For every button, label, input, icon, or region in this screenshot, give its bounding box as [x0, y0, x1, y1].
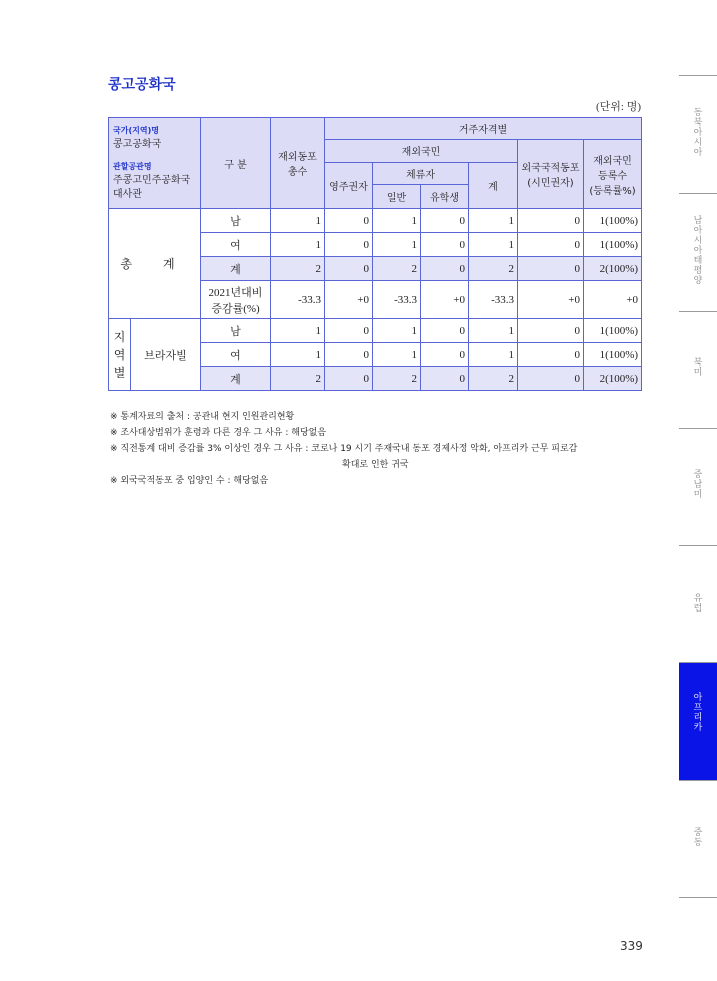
sidenav-item-europe[interactable]: 유 럽 [693, 594, 703, 614]
header-category: 구 분 [201, 118, 271, 209]
page-number: 339 [620, 939, 643, 953]
footnote: ※ 통계자료의 출처 : 공관내 현지 인원관리현황 [110, 412, 295, 422]
header-nationals: 재외국민 [325, 140, 518, 163]
total-group-label: 총 계 [109, 209, 201, 319]
sidenav-item-middle-east[interactable]: 중 동 [693, 828, 703, 848]
footnote-continuation: 확대로 인한 귀국 [342, 460, 409, 470]
sidenav-item-north-america[interactable]: 북 미 [693, 358, 703, 378]
table-row: 계 2 0 2 0 2 0 2(100%) [109, 257, 642, 281]
sidenav-item-south-asia-pacific[interactable]: 남 아 시 아 태 평 양 [693, 216, 703, 286]
header-corner: 국가(지역)명 콩고공화국 관할공관명 주콩고민주공화국 대사관 [109, 118, 201, 209]
footnote: ※ 외국국적동포 중 입양인 수 : 해당없음 [110, 476, 269, 486]
header-permanent: 영주권자 [325, 162, 373, 209]
region-group-label: 지 역 별 [109, 319, 131, 391]
table-row: 총 계 남 1 0 1 0 1 0 1(100%) [109, 209, 642, 233]
header-residence: 거주자격별 [325, 118, 642, 140]
footnote: ※ 직전통계 대비 증감률 3% 이상인 경우 그 사유 : 코로나 19 시기 주재국내 동포 경제사정 악화, 아프리카 근무 피로감 [110, 444, 578, 454]
table-row: 지 역 별 브라자빌 남 1 0 1 0 1 0 1(100%) [109, 319, 642, 343]
table-row: 계 2 0 2 0 2 0 2(100%) [109, 367, 642, 391]
header-general: 일반 [373, 185, 421, 209]
footnote: ※ 조사대상범위가 훈령과 다른 경우 그 사유 : 해당없음 [110, 428, 327, 438]
sidenav-item-northeast-asia[interactable]: 동 북 아 시 아 [693, 108, 703, 158]
header-foreign-nationals: 외국국적동포 (시민권자) [518, 140, 584, 209]
header-student: 유학생 [421, 185, 469, 209]
header-subtotal: 계 [469, 162, 518, 209]
table-row: 여 1 0 1 0 1 0 1(100%) [109, 233, 642, 257]
table-row: 여 1 0 1 0 1 0 1(100%) [109, 343, 642, 367]
table-row: 2021년대비 증감률(%) -33.3 +0 -33.3 +0 -33.3 +0 +0 [109, 281, 642, 319]
header-registered: 재외국민 등록수 (등록률%) [584, 140, 642, 209]
statistics-table [108, 117, 642, 391]
header-overseas-total: 재외동포 총수 [271, 118, 325, 209]
city-label: 브라자빌 [131, 319, 201, 391]
region-sidenav [679, 0, 717, 981]
unit-label: (단위: 명) [595, 101, 641, 113]
sidenav-item-africa[interactable]: 아 프 리 카 [679, 663, 717, 781]
header-sojourner: 체류자 [373, 162, 469, 185]
sidenav-item-latin-america[interactable]: 중 남 미 [693, 470, 703, 500]
footnotes [110, 409, 650, 489]
page-title: 콩고공화국 [108, 77, 176, 93]
